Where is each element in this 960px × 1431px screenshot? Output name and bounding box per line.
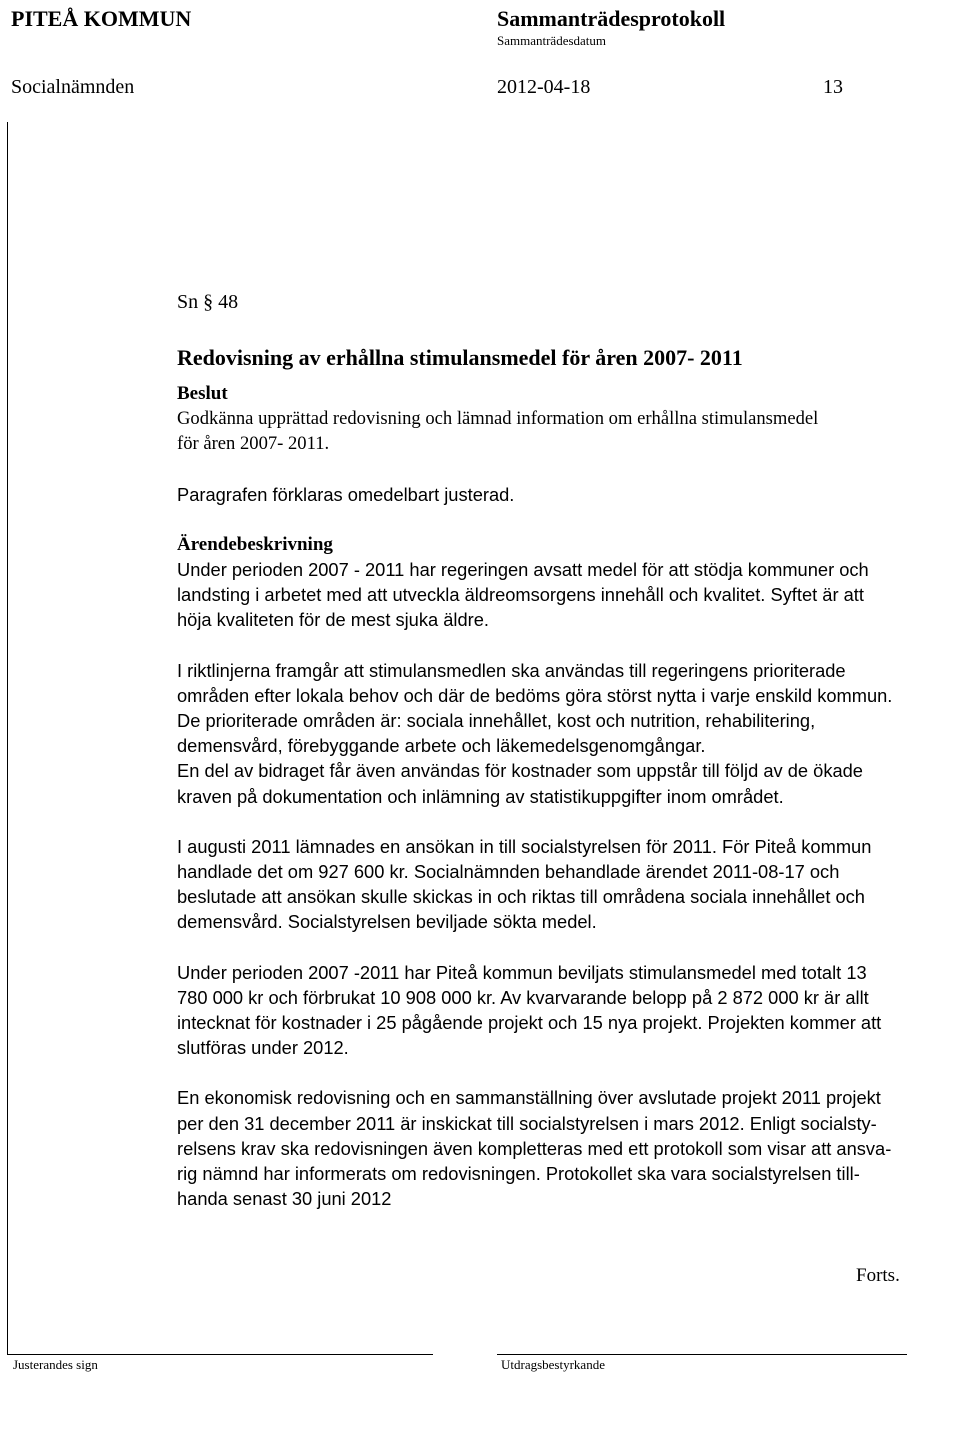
left-margin-line — [7, 122, 8, 1354]
footer-line-left — [7, 1354, 433, 1355]
continuation-marker: Forts. — [856, 1265, 900, 1286]
content-body — [177, 289, 947, 1211]
paragraph-line: per den 31 december 2011 är inskickat till socialstyrelsen i mars 2012. Enligt socialsty- — [177, 1112, 877, 1134]
paragraph-line: handlade det om 927 600 kr. Socialnämnden behandlade ärendet 2011-08-17 och — [177, 861, 840, 883]
footer-line-right — [497, 1354, 907, 1355]
section-number: Sn § 48 — [177, 291, 239, 313]
document-type: Sammanträdesprotokoll — [497, 6, 726, 31]
paragraph-line: De prioriterade områden är: sociala innehållet, kost och nutrition, rehabilitering, — [177, 710, 816, 732]
paragraph-line: relsens krav ska redovisningen även kompletteras med ett protokoll som visar att ansva- — [177, 1137, 892, 1159]
section-title: Redovisning av erhållna stimulansmedel för åren 2007- 2011 — [177, 345, 743, 370]
decision-heading: Beslut — [177, 383, 228, 404]
description-paragraph — [177, 658, 947, 809]
description-paragraph — [177, 834, 947, 935]
organization-name: PITEÅ KOMMUN — [11, 6, 192, 31]
description-paragraph — [177, 557, 947, 633]
paragraph-line: rig nämnd har informerats om redovisningen. Protokollet ska vara socialstyrelsen till- — [177, 1163, 860, 1185]
paragraph-line: Under perioden 2007 - 2011 har regeringen avsatt medel för att stödja kommuner och — [177, 559, 869, 581]
paragraph-line: slutföras under 2012. — [177, 1037, 349, 1059]
paragraph-line: landsting i arbetet med att utveckla äldreomsorgens innehåll och kvalitet. Syftet är att — [177, 584, 864, 606]
description-heading: Ärendebeskrivning — [177, 533, 333, 555]
description-paragraph — [177, 1085, 947, 1211]
paragraph-line: demensvård. Socialstyrelsen beviljade sökta medel. — [177, 911, 597, 933]
paragraph-line: intecknat för kostnader i 25 pågående projekt och 15 nya projekt. Projekten kommer att — [177, 1012, 882, 1034]
paragraph-line: kraven på dokumentation och inlämning av statistikuppgifter inom området. — [177, 785, 784, 807]
certification-label: Utdragsbestyrkande — [501, 1357, 605, 1372]
decision-text — [177, 406, 947, 456]
paragraph-line: handa senast 30 juni 2012 — [177, 1188, 392, 1210]
decision-line: för åren 2007- 2011. — [177, 433, 330, 455]
signature-label: Justerandes sign — [13, 1357, 98, 1372]
date-label: Sammanträdesdatum — [497, 33, 607, 48]
paragraph-line: höja kvaliteten för de mest sjuka äldre. — [177, 609, 489, 631]
paragraph-line: I riktlinjerna framgår att stimulansmedlen ska användas till regeringens prioriterade — [177, 659, 846, 681]
description-paragraph — [177, 960, 947, 1061]
paragraph-line: beslutade att ansökan skulle skickas in och riktas till områdena sociala innehållet och — [177, 886, 865, 908]
paragraph-line: områden efter lokala behov och där de bedöms göra störst nytta i varje enskild kommun. — [177, 684, 893, 706]
paragraph-line: 780 000 kr och förbrukat 10 908 000 kr. Av kvarvarande belopp på 2 872 000 kr är allt — [177, 986, 869, 1008]
paragraph-line: I augusti 2011 lämnades en ansökan in till socialstyrelsen för 2011. För Piteå kommun — [177, 835, 872, 857]
adjustment-note: Paragrafen förklaras omedelbart justerad. — [177, 483, 515, 505]
paragraph-line: En ekonomisk redovisning och en sammanställning över avslutade projekt 2011 projekt — [177, 1087, 881, 1109]
paragraph-line: Under perioden 2007 -2011 har Piteå kommun beviljats stimulansmedel med totalt 13 — [177, 961, 867, 983]
decision-line: Godkänna upprättad redovisning och lämnad information om erhållna stimulansmedel — [177, 408, 819, 430]
board-name: Socialnämnden — [11, 76, 135, 98]
page-number: 13 — [823, 76, 843, 98]
meeting-date: 2012-04-18 — [497, 76, 591, 98]
paragraph-line: En del av bidraget får även användas för kostnader som uppstår till följd av de ökade — [177, 760, 863, 782]
paragraph-line: demensvård, förebyggande arbete och läkemedelsgenomgångar. — [177, 735, 706, 757]
